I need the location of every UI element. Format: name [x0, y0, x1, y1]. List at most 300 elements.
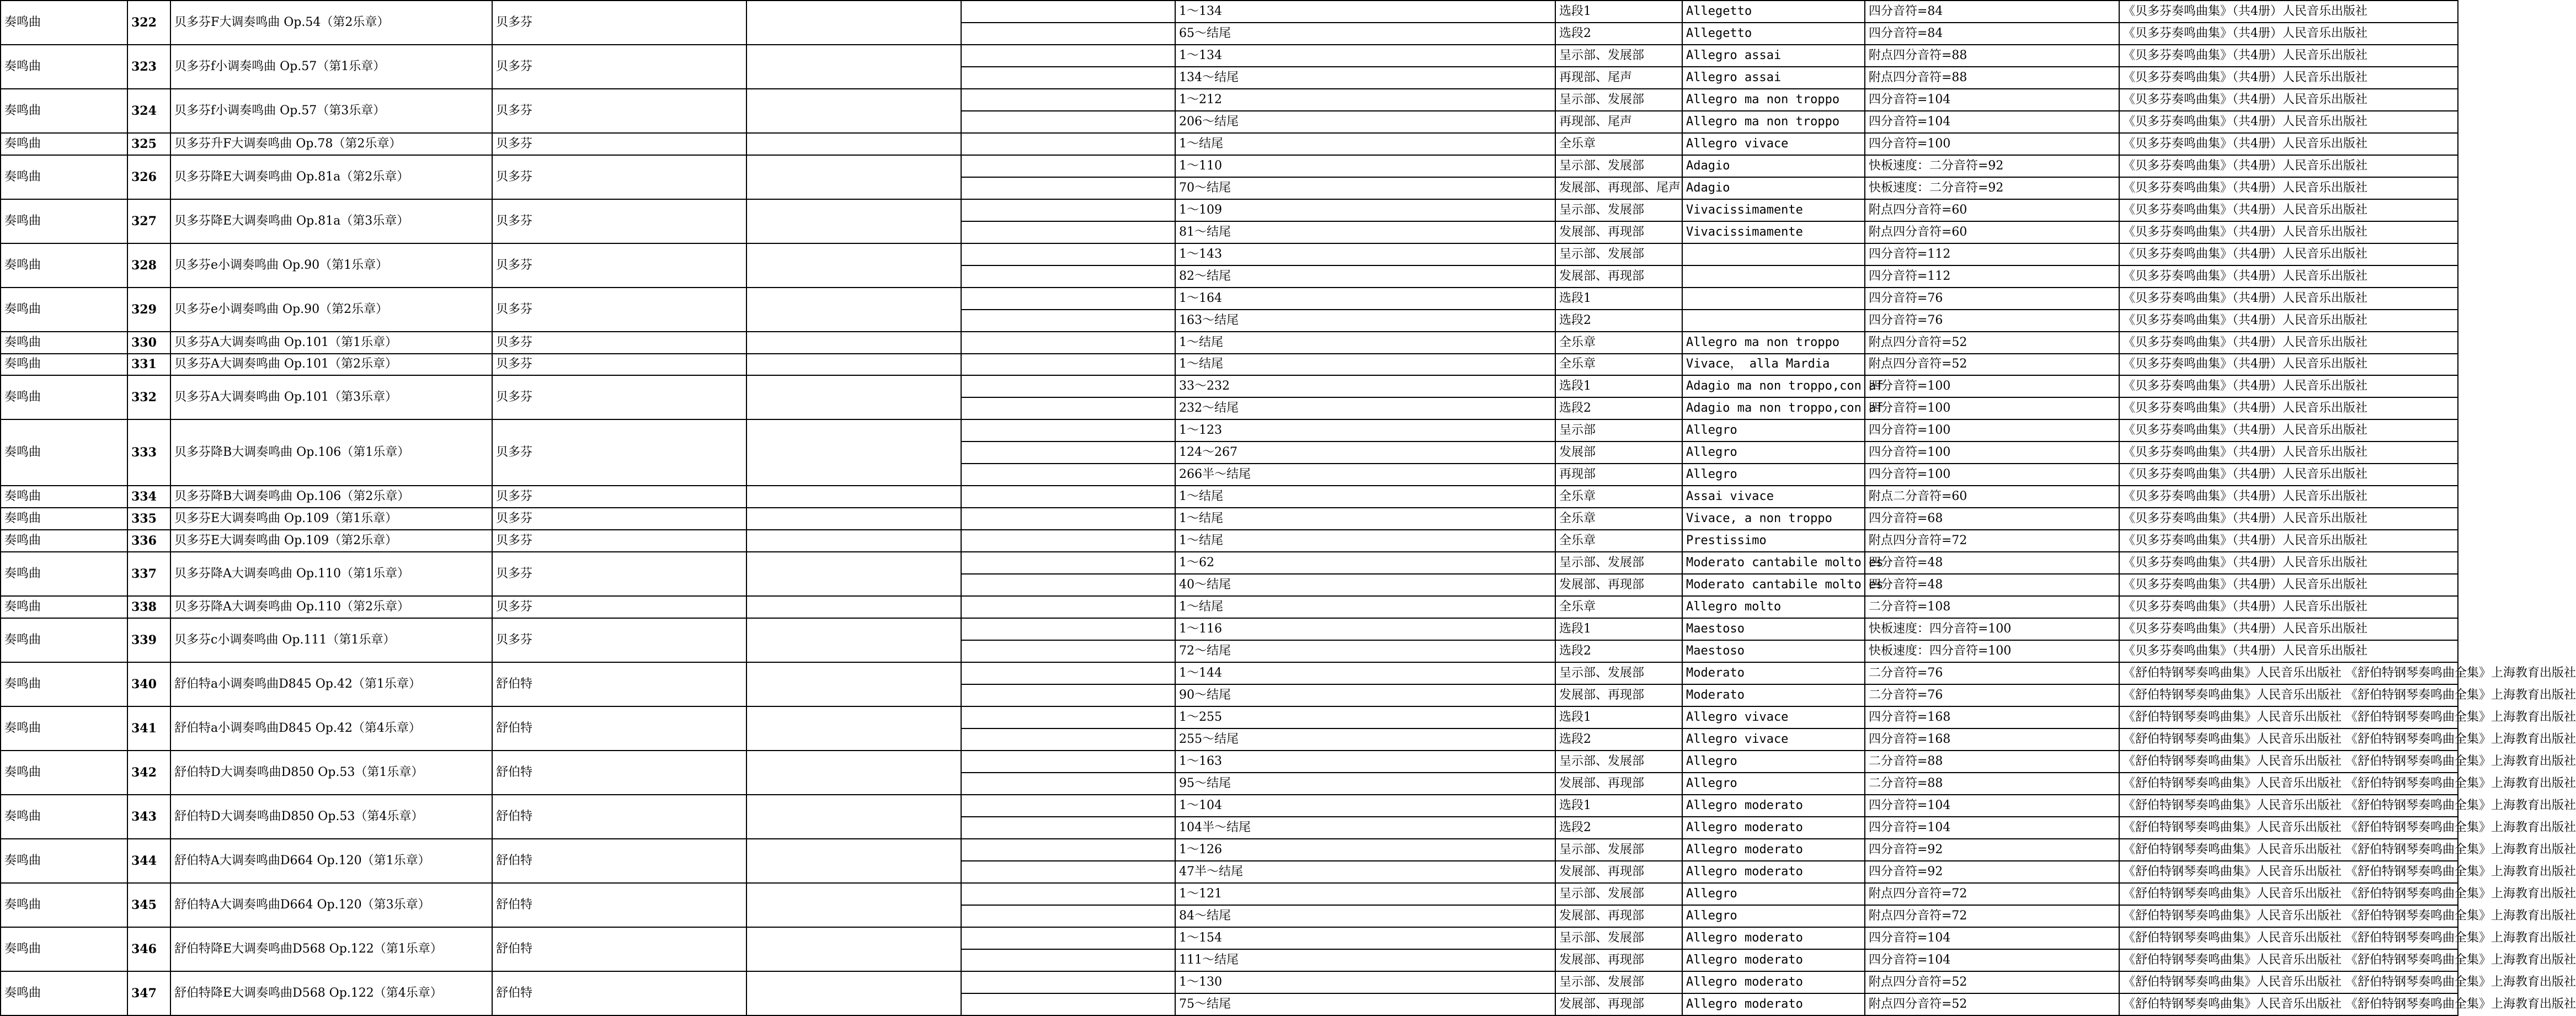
section-cell: 再现部、尾声	[1555, 67, 1682, 89]
blank-cell	[961, 773, 1175, 795]
source-cell: 《舒伯特钢琴奏鸣曲集》人民音乐出版社 《舒伯特钢琴奏鸣曲全集》上海教育出版社	[2119, 861, 2458, 883]
bars-cell: 1～109	[1175, 199, 1555, 221]
tempo-cell: Adagio ma non troppo,con af	[1682, 375, 1865, 397]
bars-cell: 134～结尾	[1175, 67, 1555, 89]
number-cell: 327	[127, 199, 170, 243]
tempo-cell: Assai vivace	[1682, 486, 1865, 508]
tempo-cell: Allegro assai	[1682, 67, 1865, 89]
speed-cell: 四分音符=92	[1865, 861, 2119, 883]
tempo-cell	[1682, 265, 1865, 288]
blank-cell	[961, 684, 1175, 706]
section-cell: 呈示部、发展部	[1555, 751, 1682, 773]
section-cell: 发展部、再现部	[1555, 773, 1682, 795]
bars-cell: 1～结尾	[1175, 596, 1555, 618]
section-cell: 发展部、再现部	[1555, 905, 1682, 927]
table-row	[1, 530, 2458, 552]
tempo-cell: Allegro	[1682, 419, 1865, 441]
genre-cell: 奏鸣曲	[1, 133, 127, 155]
section-cell: 选段2	[1555, 728, 1682, 751]
genre-cell: 奏鸣曲	[1, 155, 127, 199]
tempo-cell: Allegro vivace	[1682, 728, 1865, 751]
tempo-cell: Allegro vivace	[1682, 706, 1865, 728]
speed-cell: 四分音符=84	[1865, 1, 2119, 23]
composer-cell: 舒伯特	[492, 971, 746, 1015]
source-cell: 《贝多芬奏鸣曲集》（共4册）人民音乐出版社	[2119, 89, 2458, 111]
blank-cell	[961, 155, 1175, 177]
blank-cell	[961, 993, 1175, 1015]
piece-title-cell: 舒伯特D大调奏鸣曲D850 Op.53（第1乐章）	[170, 751, 492, 795]
tempo-cell: Allegro moderato	[1682, 949, 1865, 971]
bars-cell: 95～结尾	[1175, 773, 1555, 795]
section-cell: 选段1	[1555, 375, 1682, 397]
blank-cell	[961, 45, 1175, 67]
blank-cell	[746, 508, 961, 530]
section-cell: 发展部、再现部	[1555, 265, 1682, 288]
number-cell: 340	[127, 662, 170, 706]
genre-cell: 奏鸣曲	[1, 530, 127, 552]
source-cell: 《贝多芬奏鸣曲集》（共4册）人民音乐出版社	[2119, 486, 2458, 508]
section-cell: 全乐章	[1555, 530, 1682, 552]
section-cell: 选段1	[1555, 618, 1682, 640]
piece-title-cell: 贝多芬A大调奏鸣曲 Op.101（第2乐章）	[170, 354, 492, 376]
speed-cell: 附点四分音符=88	[1865, 67, 2119, 89]
number-cell: 332	[127, 375, 170, 419]
composer-cell: 舒伯特	[492, 706, 746, 751]
number-cell: 335	[127, 508, 170, 530]
section-cell: 全乐章	[1555, 354, 1682, 376]
bars-cell: 1～62	[1175, 552, 1555, 574]
blank-cell	[961, 243, 1175, 265]
tempo-cell: Vivacissimamente	[1682, 221, 1865, 243]
blank-cell	[961, 419, 1175, 441]
speed-cell: 二分音符=76	[1865, 684, 2119, 706]
source-cell: 《贝多芬奏鸣曲集》（共4册）人民音乐出版社	[2119, 596, 2458, 618]
blank-cell	[746, 706, 961, 751]
blank-cell	[961, 552, 1175, 574]
blank-cell	[961, 949, 1175, 971]
table-row	[1, 839, 2458, 861]
blank-cell	[961, 971, 1175, 993]
composer-cell: 贝多芬	[492, 199, 746, 243]
speed-cell: 附点四分音符=52	[1865, 354, 2119, 376]
composer-cell: 贝多芬	[492, 354, 746, 376]
blank-cell	[961, 883, 1175, 905]
source-cell: 《贝多芬奏鸣曲集》（共4册）人民音乐出版社	[2119, 354, 2458, 376]
source-cell: 《贝多芬奏鸣曲集》（共4册）人民音乐出版社	[2119, 574, 2458, 596]
tempo-cell: Vivace， alla Mardia	[1682, 354, 1865, 376]
number-cell: 338	[127, 596, 170, 618]
tempo-cell: Allegro moderato	[1682, 839, 1865, 861]
number-cell: 329	[127, 288, 170, 332]
section-cell: 呈示部、发展部	[1555, 927, 1682, 949]
source-cell: 《贝多芬奏鸣曲集》（共4册）人民音乐出版社	[2119, 221, 2458, 243]
speed-cell: 四分音符=48	[1865, 574, 2119, 596]
composer-cell: 贝多芬	[492, 530, 746, 552]
blank-cell	[961, 310, 1175, 332]
speed-cell: 四分音符=100	[1865, 441, 2119, 464]
speed-cell: 四分音符=104	[1865, 795, 2119, 817]
bars-cell: 40～结尾	[1175, 574, 1555, 596]
section-cell: 选段1	[1555, 1, 1682, 23]
blank-cell	[961, 839, 1175, 861]
source-cell: 《舒伯特钢琴奏鸣曲集》人民音乐出版社 《舒伯特钢琴奏鸣曲全集》上海教育出版社	[2119, 949, 2458, 971]
composer-cell: 贝多芬	[492, 45, 746, 89]
speed-cell: 附点二分音符=60	[1865, 486, 2119, 508]
tempo-cell: Allegro ma non troppo	[1682, 332, 1865, 354]
section-cell: 选段1	[1555, 288, 1682, 310]
speed-cell: 四分音符=100	[1865, 397, 2119, 419]
source-cell: 《舒伯特钢琴奏鸣曲集》人民音乐出版社 《舒伯特钢琴奏鸣曲全集》上海教育出版社	[2119, 706, 2458, 728]
speed-cell: 快板速度：二分音符=92	[1865, 155, 2119, 177]
source-cell: 《舒伯特钢琴奏鸣曲集》人民音乐出版社 《舒伯特钢琴奏鸣曲全集》上海教育出版社	[2119, 728, 2458, 751]
blank-cell	[746, 596, 961, 618]
genre-cell: 奏鸣曲	[1, 332, 127, 354]
source-cell: 《舒伯特钢琴奏鸣曲集》人民音乐出版社 《舒伯特钢琴奏鸣曲全集》上海教育出版社	[2119, 927, 2458, 949]
speed-cell: 快板速度：四分音符=100	[1865, 618, 2119, 640]
bars-cell: 1～143	[1175, 243, 1555, 265]
piece-title-cell: 贝多芬降A大调奏鸣曲 Op.110（第1乐章）	[170, 552, 492, 596]
tempo-cell: Allegro moderato	[1682, 927, 1865, 949]
blank-cell	[746, 662, 961, 706]
blank-cell	[961, 728, 1175, 751]
table-row	[1, 883, 2458, 905]
piece-title-cell: 贝多芬f小调奏鸣曲 Op.57（第3乐章）	[170, 89, 492, 133]
tempo-cell: Allegro	[1682, 905, 1865, 927]
blank-cell	[746, 618, 961, 662]
source-cell: 《贝多芬奏鸣曲集》（共4册）人民音乐出版社	[2119, 288, 2458, 310]
number-cell: 333	[127, 419, 170, 486]
number-cell: 323	[127, 45, 170, 89]
speed-cell: 四分音符=104	[1865, 817, 2119, 839]
genre-cell: 奏鸣曲	[1, 419, 127, 486]
number-cell: 331	[127, 354, 170, 376]
bars-cell: 1～116	[1175, 618, 1555, 640]
blank-cell	[961, 618, 1175, 640]
speed-cell: 四分音符=76	[1865, 310, 2119, 332]
bars-cell: 75～结尾	[1175, 993, 1555, 1015]
bars-cell: 1～130	[1175, 971, 1555, 993]
genre-cell: 奏鸣曲	[1, 45, 127, 89]
section-cell: 发展部、再现部	[1555, 993, 1682, 1015]
bars-cell: 1～结尾	[1175, 508, 1555, 530]
table-row	[1, 927, 2458, 949]
number-cell: 337	[127, 552, 170, 596]
blank-cell	[746, 332, 961, 354]
composer-cell: 贝多芬	[492, 288, 746, 332]
blank-cell	[746, 927, 961, 971]
tempo-cell: Allegro ma non troppo	[1682, 89, 1865, 111]
genre-cell: 奏鸣曲	[1, 618, 127, 662]
piece-title-cell: 舒伯特A大调奏鸣曲D664 Op.120（第1乐章）	[170, 839, 492, 883]
tempo-cell: Allegro moderato	[1682, 971, 1865, 993]
tempo-cell: Allegro	[1682, 751, 1865, 773]
composer-cell: 舒伯特	[492, 839, 746, 883]
number-cell: 330	[127, 332, 170, 354]
source-cell: 《贝多芬奏鸣曲集》（共4册）人民音乐出版社	[2119, 111, 2458, 133]
genre-cell: 奏鸣曲	[1, 751, 127, 795]
piece-title-cell: 贝多芬E大调奏鸣曲 Op.109（第2乐章）	[170, 530, 492, 552]
bars-cell: 1～104	[1175, 795, 1555, 817]
section-cell: 发展部、再现部	[1555, 684, 1682, 706]
bars-cell: 1～255	[1175, 706, 1555, 728]
source-cell: 《贝多芬奏鸣曲集》（共4册）人民音乐出版社	[2119, 618, 2458, 640]
section-cell: 发展部、再现部	[1555, 574, 1682, 596]
source-cell: 《贝多芬奏鸣曲集》（共4册）人民音乐出版社	[2119, 1, 2458, 23]
source-cell: 《贝多芬奏鸣曲集》（共4册）人民音乐出版社	[2119, 177, 2458, 199]
table-row	[1, 552, 2458, 574]
tempo-cell	[1682, 243, 1865, 265]
bars-cell: 1～154	[1175, 927, 1555, 949]
blank-cell	[961, 706, 1175, 728]
table-row	[1, 706, 2458, 728]
speed-cell: 四分音符=104	[1865, 949, 2119, 971]
composer-cell: 舒伯特	[492, 927, 746, 971]
bars-cell: 1～110	[1175, 155, 1555, 177]
piece-title-cell: 贝多芬升F大调奏鸣曲 Op.78（第2乐章）	[170, 133, 492, 155]
speed-cell: 快板速度：四分音符=100	[1865, 640, 2119, 662]
piece-title-cell: 舒伯特D大调奏鸣曲D850 Op.53（第4乐章）	[170, 795, 492, 839]
genre-cell: 奏鸣曲	[1, 375, 127, 419]
genre-cell: 奏鸣曲	[1, 89, 127, 133]
tempo-cell: Allegro	[1682, 464, 1865, 486]
section-cell: 呈示部、发展部	[1555, 199, 1682, 221]
source-cell: 《贝多芬奏鸣曲集》（共4册）人民音乐出版社	[2119, 23, 2458, 45]
speed-cell: 附点四分音符=72	[1865, 530, 2119, 552]
blank-cell	[961, 199, 1175, 221]
section-cell: 选段2	[1555, 817, 1682, 839]
speed-cell: 四分音符=112	[1865, 265, 2119, 288]
number-cell: 326	[127, 155, 170, 199]
source-cell: 《舒伯特钢琴奏鸣曲集》人民音乐出版社 《舒伯特钢琴奏鸣曲全集》上海教育出版社	[2119, 773, 2458, 795]
bars-cell: 124～267	[1175, 441, 1555, 464]
speed-cell: 附点四分音符=60	[1865, 199, 2119, 221]
blank-cell	[961, 640, 1175, 662]
composer-cell: 贝多芬	[492, 133, 746, 155]
speed-cell: 四分音符=92	[1865, 839, 2119, 861]
source-cell: 《舒伯特钢琴奏鸣曲集》人民音乐出版社 《舒伯特钢琴奏鸣曲全集》上海教育出版社	[2119, 795, 2458, 817]
piece-title-cell: 贝多芬降B大调奏鸣曲 Op.106（第1乐章）	[170, 419, 492, 486]
section-cell: 全乐章	[1555, 486, 1682, 508]
piece-title-cell: 舒伯特a小调奏鸣曲D845 Op.42（第1乐章）	[170, 662, 492, 706]
table-row	[1, 795, 2458, 817]
genre-cell: 奏鸣曲	[1, 662, 127, 706]
piece-title-cell: 舒伯特A大调奏鸣曲D664 Op.120（第3乐章）	[170, 883, 492, 927]
composer-cell: 贝多芬	[492, 1, 746, 45]
genre-cell: 奏鸣曲	[1, 883, 127, 927]
speed-cell: 四分音符=112	[1865, 243, 2119, 265]
bars-cell: 1～212	[1175, 89, 1555, 111]
speed-cell: 附点四分音符=60	[1865, 221, 2119, 243]
genre-cell: 奏鸣曲	[1, 486, 127, 508]
speed-cell: 二分音符=88	[1865, 751, 2119, 773]
piece-title-cell: 贝多芬e小调奏鸣曲 Op.90（第1乐章）	[170, 243, 492, 288]
blank-cell	[961, 397, 1175, 419]
number-cell: 328	[127, 243, 170, 288]
number-cell: 343	[127, 795, 170, 839]
number-cell: 345	[127, 883, 170, 927]
section-cell: 发展部、再现部	[1555, 861, 1682, 883]
number-cell: 346	[127, 927, 170, 971]
bars-cell: 1～126	[1175, 839, 1555, 861]
table-row	[1, 89, 2458, 111]
section-cell: 全乐章	[1555, 332, 1682, 354]
blank-cell	[746, 288, 961, 332]
composer-cell: 舒伯特	[492, 751, 746, 795]
speed-cell: 四分音符=168	[1865, 728, 2119, 751]
table-row	[1, 243, 2458, 265]
tempo-cell: Moderato	[1682, 662, 1865, 684]
section-cell: 选段2	[1555, 397, 1682, 419]
number-cell: 336	[127, 530, 170, 552]
section-cell: 全乐章	[1555, 596, 1682, 618]
blank-cell	[961, 177, 1175, 199]
bars-cell: 33～232	[1175, 375, 1555, 397]
speed-cell: 四分音符=100	[1865, 133, 2119, 155]
table-row	[1, 375, 2458, 397]
piece-title-cell: 贝多芬A大调奏鸣曲 Op.101（第3乐章）	[170, 375, 492, 419]
source-cell: 《贝多芬奏鸣曲集》（共4册）人民音乐出版社	[2119, 419, 2458, 441]
blank-cell	[961, 508, 1175, 530]
section-cell: 选段1	[1555, 795, 1682, 817]
piece-title-cell: 舒伯特降E大调奏鸣曲D568 Op.122（第1乐章）	[170, 927, 492, 971]
number-cell: 322	[127, 1, 170, 45]
bars-cell: 1～164	[1175, 288, 1555, 310]
piece-title-cell: 舒伯特降E大调奏鸣曲D568 Op.122（第4乐章）	[170, 971, 492, 1015]
composer-cell: 贝多芬	[492, 89, 746, 133]
tempo-cell: Allegro moderato	[1682, 861, 1865, 883]
piece-title-cell: 贝多芬F大调奏鸣曲 Op.54（第2乐章）	[170, 1, 492, 45]
tempo-cell: Allegro	[1682, 883, 1865, 905]
bars-cell: 1～结尾	[1175, 332, 1555, 354]
bars-cell: 82～结尾	[1175, 265, 1555, 288]
number-cell: 344	[127, 839, 170, 883]
tempo-cell: Prestissimo	[1682, 530, 1865, 552]
blank-cell	[746, 199, 961, 243]
number-cell: 347	[127, 971, 170, 1015]
speed-cell: 附点四分音符=72	[1865, 883, 2119, 905]
bars-cell: 47半～结尾	[1175, 861, 1555, 883]
tempo-cell: Moderato	[1682, 684, 1865, 706]
blank-cell	[746, 45, 961, 89]
blank-cell	[961, 1, 1175, 23]
tempo-cell: Allegro moderato	[1682, 817, 1865, 839]
tempo-cell: Allegro	[1682, 441, 1865, 464]
blank-cell	[746, 133, 961, 155]
section-cell: 呈示部、发展部	[1555, 971, 1682, 993]
composer-cell: 贝多芬	[492, 375, 746, 419]
section-cell: 呈示部	[1555, 419, 1682, 441]
blank-cell	[961, 67, 1175, 89]
bars-cell: 1～134	[1175, 1, 1555, 23]
bars-cell: 84～结尾	[1175, 905, 1555, 927]
tempo-cell: Adagio ma non troppo,con af	[1682, 397, 1865, 419]
section-cell: 选段2	[1555, 640, 1682, 662]
source-cell: 《舒伯特钢琴奏鸣曲集》人民音乐出版社 《舒伯特钢琴奏鸣曲全集》上海教育出版社	[2119, 971, 2458, 993]
genre-cell: 奏鸣曲	[1, 552, 127, 596]
piece-title-cell: 贝多芬降E大调奏鸣曲 Op.81a（第3乐章）	[170, 199, 492, 243]
source-cell: 《贝多芬奏鸣曲集》（共4册）人民音乐出版社	[2119, 530, 2458, 552]
tempo-cell: Allegro moderato	[1682, 993, 1865, 1015]
genre-cell: 奏鸣曲	[1, 508, 127, 530]
genre-cell: 奏鸣曲	[1, 243, 127, 288]
blank-cell	[961, 861, 1175, 883]
bars-cell: 1～结尾	[1175, 354, 1555, 376]
tempo-cell: Allegro assai	[1682, 45, 1865, 67]
speed-cell: 附点四分音符=52	[1865, 993, 2119, 1015]
source-cell: 《舒伯特钢琴奏鸣曲集》人民音乐出版社 《舒伯特钢琴奏鸣曲全集》上海教育出版社	[2119, 839, 2458, 861]
source-cell: 《贝多芬奏鸣曲集》（共4册）人民音乐出版社	[2119, 155, 2458, 177]
speed-cell: 四分音符=68	[1865, 508, 2119, 530]
bars-cell: 1～163	[1175, 751, 1555, 773]
bars-cell: 206～结尾	[1175, 111, 1555, 133]
genre-cell: 奏鸣曲	[1, 354, 127, 376]
blank-cell	[746, 795, 961, 839]
speed-cell: 附点四分音符=72	[1865, 905, 2119, 927]
table-row	[1, 155, 2458, 177]
speed-cell: 附点四分音符=52	[1865, 332, 2119, 354]
blank-cell	[961, 530, 1175, 552]
table-row	[1, 486, 2458, 508]
table-row	[1, 419, 2458, 441]
blank-cell	[961, 486, 1175, 508]
blank-cell	[961, 288, 1175, 310]
section-cell: 呈示部、发展部	[1555, 89, 1682, 111]
number-cell: 341	[127, 706, 170, 751]
table-row	[1, 971, 2458, 993]
blank-cell	[961, 332, 1175, 354]
bars-cell: 1～144	[1175, 662, 1555, 684]
genre-cell: 奏鸣曲	[1, 1, 127, 45]
blank-cell	[746, 486, 961, 508]
blank-cell	[961, 23, 1175, 45]
composer-cell: 贝多芬	[492, 243, 746, 288]
speed-cell: 附点四分音符=52	[1865, 971, 2119, 993]
section-cell: 呈示部、发展部	[1555, 883, 1682, 905]
section-cell: 呈示部、发展部	[1555, 155, 1682, 177]
table-row	[1, 288, 2458, 310]
tempo-cell: Vivacissimamente	[1682, 199, 1865, 221]
speed-cell: 四分音符=48	[1865, 552, 2119, 574]
source-cell: 《舒伯特钢琴奏鸣曲集》人民音乐出版社 《舒伯特钢琴奏鸣曲全集》上海教育出版社	[2119, 883, 2458, 905]
tempo-cell	[1682, 288, 1865, 310]
blank-cell	[961, 354, 1175, 376]
blank-cell	[961, 795, 1175, 817]
blank-cell	[961, 133, 1175, 155]
source-cell: 《贝多芬奏鸣曲集》（共4册）人民音乐出版社	[2119, 199, 2458, 221]
source-cell: 《舒伯特钢琴奏鸣曲集》人民音乐出版社 《舒伯特钢琴奏鸣曲全集》上海教育出版社	[2119, 684, 2458, 706]
table-row	[1, 45, 2458, 67]
bars-cell: 111～结尾	[1175, 949, 1555, 971]
speed-cell: 四分音符=104	[1865, 927, 2119, 949]
bars-cell: 1～134	[1175, 45, 1555, 67]
section-cell: 发展部、再现部	[1555, 949, 1682, 971]
blank-cell	[746, 354, 961, 376]
source-cell: 《贝多芬奏鸣曲集》（共4册）人民音乐出版社	[2119, 640, 2458, 662]
section-cell: 呈示部、发展部	[1555, 552, 1682, 574]
bars-cell: 104半～结尾	[1175, 817, 1555, 839]
piece-title-cell: 贝多芬f小调奏鸣曲 Op.57（第1乐章）	[170, 45, 492, 89]
composer-cell: 贝多芬	[492, 419, 746, 486]
speed-cell: 附点四分音符=88	[1865, 45, 2119, 67]
tempo-cell	[1682, 310, 1865, 332]
composer-cell: 贝多芬	[492, 508, 746, 530]
table-body	[1, 1, 2576, 1015]
tempo-cell: Allegetto	[1682, 23, 1865, 45]
bars-cell: 1～结尾	[1175, 133, 1555, 155]
tempo-cell: Moderato cantabile molto es	[1682, 552, 1865, 574]
section-cell: 发展部、再现部	[1555, 221, 1682, 243]
blank-cell	[961, 111, 1175, 133]
